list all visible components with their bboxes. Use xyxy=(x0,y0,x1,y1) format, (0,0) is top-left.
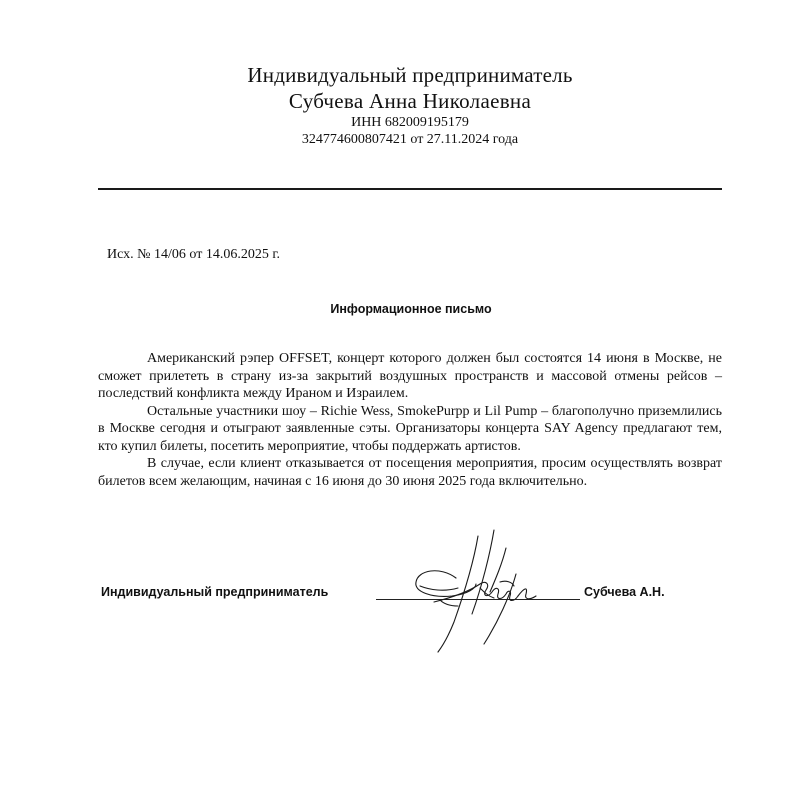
letter-body xyxy=(98,350,722,490)
letterhead xyxy=(0,62,787,148)
letterhead-name: Субчева Анна Николаевна xyxy=(288,89,532,113)
signatory-name: Субчева А.Н. xyxy=(584,585,665,599)
letterhead-inn: ИНН 682009195179 xyxy=(351,115,469,130)
outgoing-reference: Исх. № 14/06 от 14.06.2025 г. xyxy=(107,247,280,262)
paragraph-1: Американский рэпер OFFSET, концерт которого должен был состоятся 14 июня в Москве, не сможет прилететь в страну из-за закрытий воздушных пространств и массовой отмены рейсов – последствий конфликта между Ираном и Израилем. xyxy=(98,351,722,401)
signature-block xyxy=(0,584,787,604)
letterhead-title: Индивидуальный предприниматель xyxy=(247,63,573,87)
document-title: Информационное письмо xyxy=(330,302,492,316)
signatory-role: Индивидуальный предприниматель xyxy=(101,585,329,599)
letterhead-registration: 324774600807421 от 27.11.2024 года xyxy=(301,132,519,147)
header-divider xyxy=(98,188,722,190)
paragraph-2: Остальные участники шоу – Richie Wess, SmokePurpp и Lil Pump – благополучно приземлились в Москве сегодня и отыграют заявленные сэты. Организаторы концерта SAY Agency предлагают тем, кто купил билеты, посетить мероприятие, чтобы поддержать артистов. xyxy=(98,403,722,454)
handwritten-signature-icon xyxy=(410,526,550,654)
paragraph-3: В случае, если клиент отказывается от посещения мероприятия, просим осуществлять возврат билетов всем желающим, начиная с 16 июня до 30 июня 2025 года включительно. xyxy=(98,456,722,489)
